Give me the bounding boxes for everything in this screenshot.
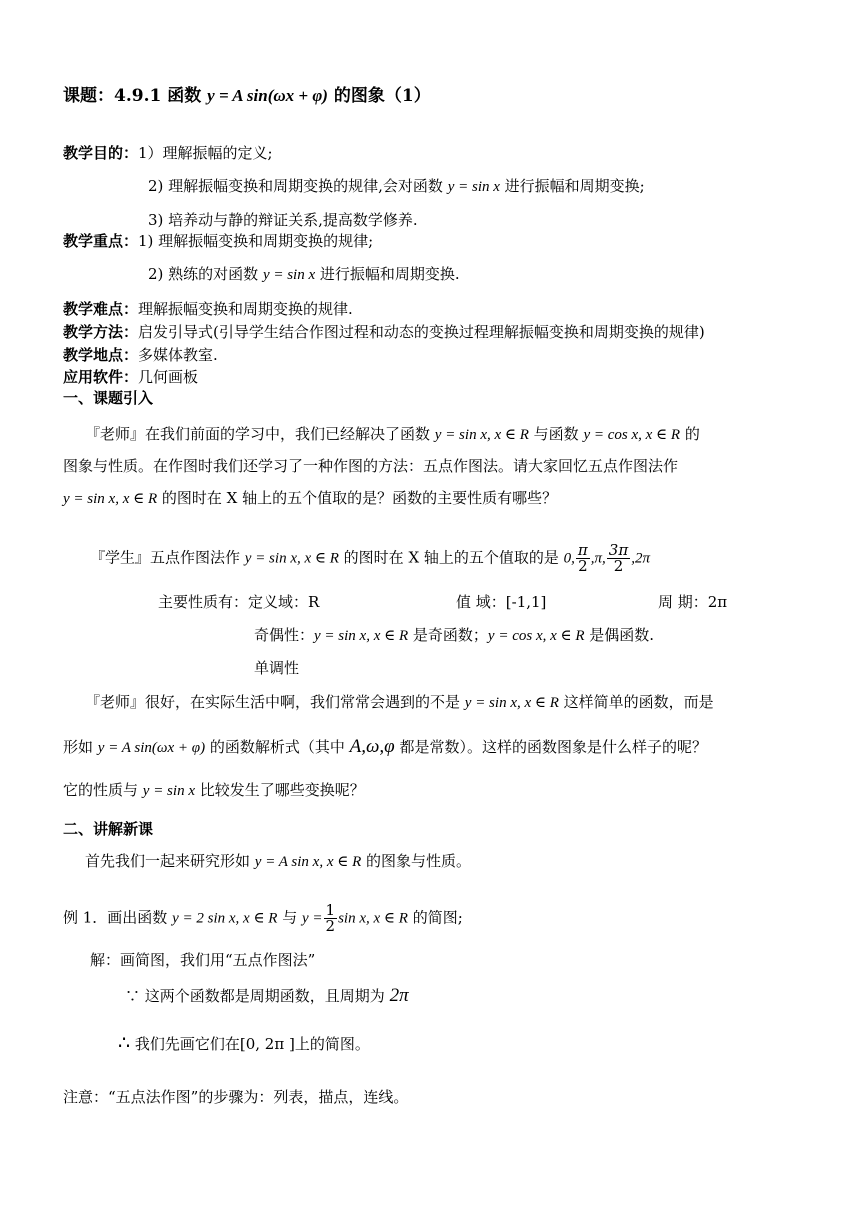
formula-half-sin: sin x, x ∈ R: [338, 910, 408, 927]
teacher-text: 与函数: [528, 425, 584, 443]
example-text: 的简图;: [407, 908, 463, 927]
goals-line-1: [63, 143, 273, 163]
teacher-text: 这样简单的函数，而是: [558, 693, 714, 711]
period-value: 2π: [389, 985, 409, 1006]
formula-2sin: y = 2 sin x, x ∈ R: [172, 910, 278, 927]
parity-label: 奇偶性：: [254, 626, 315, 644]
props-domain: 主要性质有：定义域：R: [158, 593, 320, 611]
props-range: 值 域：[-1,1]: [456, 593, 547, 611]
formula-sin: y = sin x, x ∈ R: [434, 427, 529, 443]
parity-text: 是偶函数.: [584, 626, 655, 644]
fraction-numerator: 1: [325, 901, 336, 919]
formula-cos: y = cos x, x ∈ R: [487, 628, 585, 644]
keypoints-item-2-end: 进行振幅和周期变换.: [315, 265, 460, 283]
fraction-numerator: 3π: [608, 541, 629, 559]
props-monotonic: 单调性: [254, 659, 300, 677]
formula-sin: y = sin x, x ∈ R: [464, 695, 559, 711]
teacher-paragraph-2-line-2: [63, 737, 707, 758]
fraction-denominator: 2: [325, 917, 336, 935]
fraction-pi-over-2: [576, 543, 590, 574]
intro-text: 首先我们一起来研究形如: [85, 852, 255, 870]
student-answer-line: [90, 543, 650, 574]
formula-sin: y = sin x, x ∈ R: [63, 491, 158, 507]
example-text: 例 1．画出函数: [63, 908, 173, 927]
fraction-numerator: π: [577, 541, 588, 559]
formula-a-sin: y = A sin x, x ∈ R: [254, 854, 362, 870]
keypoints-item-2-text: 2) 熟练的对函数: [148, 265, 263, 283]
teacher-text: 形如: [63, 738, 98, 756]
teacher-text: 的图时在 X 轴上的五个值取的是？函数的主要性质有哪些？: [157, 489, 558, 507]
teacher-text: 的: [680, 425, 700, 443]
software-label: 应用软件：: [63, 368, 139, 386]
because-line: [125, 986, 409, 1006]
therefore-text: 我们先画它们在[0, 2π ]上的简图。: [130, 1035, 370, 1053]
formula-sin: y = sin x, x ∈ R: [244, 550, 339, 567]
keypoints-line-1: [63, 231, 373, 251]
section-2-heading: 二、讲解新课: [63, 820, 154, 838]
goals-item-1: 1）理解振幅的定义;: [138, 144, 273, 162]
goals-line-2: [148, 176, 645, 197]
teacher-paragraph-1-line-3: [63, 488, 557, 509]
teacher-paragraph-1-line-2: 图象与性质。在作图时我们还学习了一种作图的方法：五点作图法。请大家回忆五点作图法作: [63, 457, 679, 475]
teacher-text: 『老师』很好，在实际生活中啊，我们常常会遇到的不是: [85, 693, 465, 711]
value-2pi: ,2π: [631, 550, 650, 567]
teacher-paragraph-2-line-3: [63, 780, 365, 801]
place-text: 多媒体教室.: [138, 346, 218, 364]
parity-text: 是奇函数；: [408, 626, 488, 644]
method-line: [63, 322, 705, 342]
difficulty-label: 教学难点：: [63, 300, 139, 318]
keypoints-line-2: [148, 264, 460, 285]
params-a-omega-phi: A,ω,φ: [349, 736, 395, 757]
goals-line-3: 3) 培养动与静的辩证关系,提高数学修养.: [148, 211, 418, 229]
software-text: 几何画板: [138, 368, 199, 386]
title-prefix: 课题：4.9.1 函数: [63, 86, 208, 106]
example-text: 与: [277, 908, 303, 927]
place-line: [63, 345, 218, 365]
props-period: 周 期：2π: [658, 593, 728, 611]
goals-item-2-text: 2) 理解振幅变换和周期变换的规律,会对函数: [148, 177, 448, 195]
method-label: 教学方法：: [63, 323, 139, 341]
page-title: [63, 86, 431, 106]
student-text: 的图时在 X 轴上的五个值取的是: [338, 548, 564, 567]
teacher-text: 都是常数）。这样的函数图象是什么样子的呢？: [394, 738, 707, 756]
formula-y-equals: y =: [302, 910, 323, 927]
teacher-paragraph-1-line-1: [85, 424, 700, 445]
because-symbol: ∵: [125, 987, 141, 1005]
difficulty-text: 理解振幅变换和周期变换的规律.: [138, 300, 353, 318]
software-line: [63, 367, 198, 387]
keypoints-item-2-formula: y = sin x: [262, 267, 316, 283]
intro-text: 的图象与性质。: [361, 852, 472, 870]
place-label: 教学地点：: [63, 346, 139, 364]
teacher-text: 它的性质与: [63, 781, 143, 799]
fraction-denominator: 2: [613, 557, 624, 575]
fraction-3pi-over-2: [607, 543, 630, 574]
title-suffix: 的图象（1）: [327, 86, 431, 106]
teacher-text: 『老师』在我们前面的学习中，我们已经解决了函数: [85, 425, 435, 443]
section-1-heading: 一、课题引入: [63, 389, 154, 407]
example-1: [63, 903, 463, 934]
goals-item-2-formula: y = sin x: [447, 179, 500, 195]
value-pi: ,π,: [590, 550, 606, 567]
therefore-line: [118, 1033, 370, 1054]
note-line: 注意：“五点法作图”的步骤为：列表，描点，连线。: [63, 1088, 409, 1106]
teacher-text: 的函数解析式（其中: [205, 738, 350, 756]
goals-item-2-end: 进行振幅和周期变换;: [499, 177, 645, 195]
fraction-one-half: [324, 903, 338, 934]
teacher-text: 比较发生了哪些变换呢？: [194, 781, 365, 799]
keypoints-label: 教学重点：: [63, 232, 139, 250]
difficulty-line: [63, 299, 353, 319]
section-2-intro: [85, 851, 471, 872]
formula-sin: y = sin x: [142, 783, 195, 799]
goals-label: 教学目的：: [63, 144, 139, 162]
solution-line: 解：画简图，我们用“五点作图法”: [90, 951, 316, 969]
formula-sin: y = sin x, x ∈ R: [314, 628, 409, 644]
keypoints-item-1: 1) 理解振幅变换和周期变换的规律;: [138, 232, 374, 250]
props-parity: [254, 625, 654, 646]
student-text: 『学生』五点作图法作: [90, 548, 245, 567]
value-zero: 0,: [563, 550, 575, 567]
formula-general: y = A sin(ωx + φ): [97, 740, 206, 756]
because-text: 这两个函数都是周期函数，且周期为: [140, 987, 390, 1005]
title-formula: y = A sin(ωx + φ): [207, 86, 328, 105]
teacher-paragraph-2-line-1: [85, 692, 714, 713]
therefore-symbol: ∴: [118, 1032, 131, 1054]
method-text: 启发引导式(引导学生结合作图过程和动态的变换过程理解振幅变换和周期变换的规律): [138, 323, 705, 341]
fraction-denominator: 2: [578, 557, 588, 575]
formula-cos: y = cos x, x ∈ R: [583, 427, 681, 443]
